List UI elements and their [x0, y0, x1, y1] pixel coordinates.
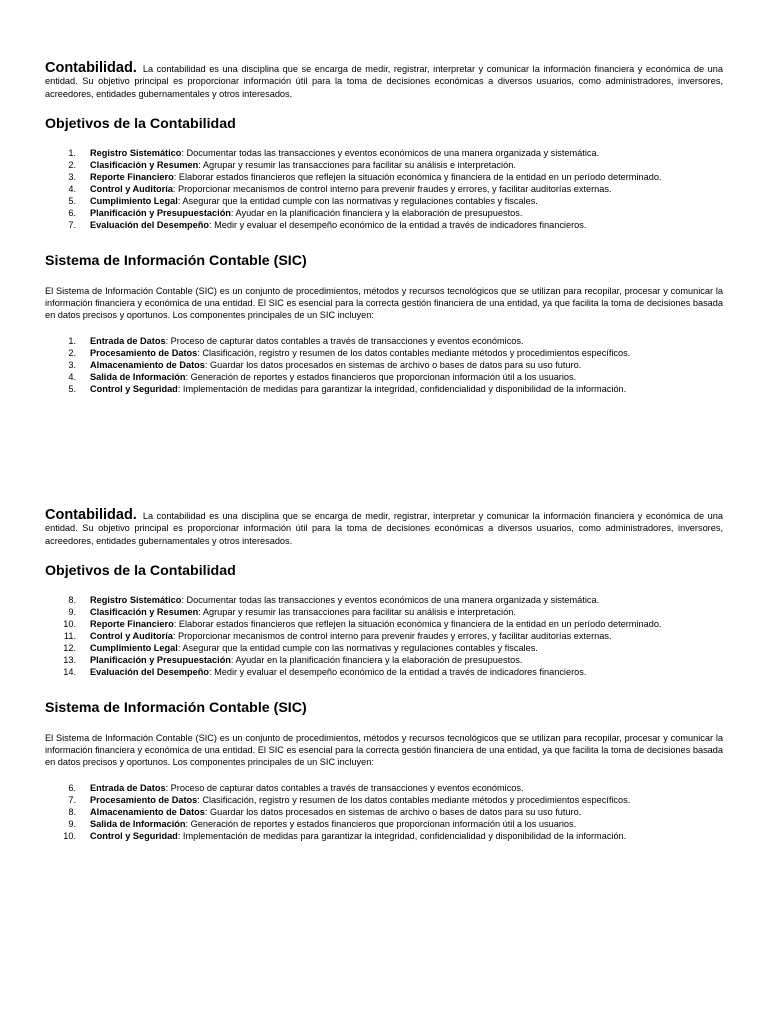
item-desc: : Elaborar estados financieros que reflejen la situación económica y financiera de la entidad en un período determinado. [173, 172, 662, 183]
list-item [45, 160, 723, 172]
item-term: Planificación y Presupuestación [90, 654, 231, 665]
item-term: Reporte Financiero [90, 172, 174, 183]
item-desc: : Asegurar que la entidad cumple con las normativas y regulaciones contables y fiscales. [177, 195, 538, 206]
item-desc: : Proceso de capturar datos contables a través de transacciones y eventos económicos. [165, 336, 524, 347]
item-desc: : Guardar los datos procesados en sistemas de archivo o bases de datos para su uso futuro. [204, 806, 582, 817]
item-desc: : Ayudar en la planificación financiera y la elaboración de presupuestos. [230, 654, 523, 665]
item-term: Evaluación del Desempeño [90, 219, 209, 230]
list-item [45, 384, 723, 396]
item-number: 10. [63, 619, 76, 630]
item-term: Clasificación y Resumen [90, 160, 199, 171]
item-number: 3. [68, 359, 76, 370]
item-number: 7. [68, 795, 76, 806]
item-number: 12. [63, 642, 76, 653]
intro-paragraph [45, 509, 723, 547]
item-number: 5. [68, 195, 76, 206]
list-item [45, 372, 723, 384]
item-term: Evaluación del Desempeño [90, 666, 209, 677]
item-number: 6. [68, 783, 76, 794]
sic-components-list [45, 336, 723, 396]
objectives-heading: Objetivos de la Contabilidad [45, 116, 236, 133]
item-term: Cumplimiento Legal [90, 642, 178, 653]
item-number: 9. [68, 818, 76, 829]
list-item [45, 220, 723, 232]
item-term: Control y Auditoría [90, 630, 173, 641]
item-term: Planificación y Presupuestación [90, 207, 231, 218]
list-item [45, 643, 723, 655]
item-term: Salida de Información [90, 818, 186, 829]
item-number: 1. [68, 148, 76, 159]
item-term: Cumplimiento Legal [90, 195, 178, 206]
item-desc: : Documentar todas las transacciones y eventos económicos de una manera organizada y sistemática. [181, 148, 600, 159]
item-desc: : Clasificación, registro y resumen de los datos contables mediante métodos y procedimientos específicos. [197, 795, 631, 806]
item-number: 4. [68, 371, 76, 382]
content-block-1 [45, 62, 723, 396]
item-desc: : Proceso de capturar datos contables a través de transacciones y eventos económicos. [165, 783, 524, 794]
list-item [45, 795, 723, 807]
content-block-2 [45, 509, 723, 843]
objectives-list [45, 148, 723, 231]
item-desc: : Generación de reportes y estados financieros que proporcionan información útil a los usuarios. [185, 371, 577, 382]
item-number: 6. [68, 207, 76, 218]
item-number: 10. [63, 830, 76, 841]
intro-term: Contabilidad. [45, 507, 137, 523]
list-item [45, 196, 723, 208]
list-item [45, 667, 723, 679]
item-term: Procesamiento de Datos [90, 795, 198, 806]
item-term: Salida de Información [90, 371, 186, 382]
item-desc: : Asegurar que la entidad cumple con las normativas y regulaciones contables y fiscales. [177, 642, 538, 653]
list-item [45, 348, 723, 360]
item-desc: : Medir y evaluar el desempeño económico de la entidad a través de indicadores financieros. [208, 666, 587, 677]
item-number: 1. [68, 336, 76, 347]
list-item [45, 831, 723, 843]
list-item [45, 783, 723, 795]
item-number: 3. [68, 172, 76, 183]
list-item [45, 148, 723, 160]
item-term: Control y Seguridad [90, 383, 178, 394]
item-term: Entrada de Datos [90, 336, 166, 347]
item-number: 8. [68, 806, 76, 817]
item-term: Reporte Financiero [90, 619, 174, 630]
item-desc: : Proporcionar mecanismos de control interno para prevenir fraudes y errores, y facilitar auditorías externas. [172, 630, 612, 641]
item-number: 8. [68, 595, 76, 606]
list-item [45, 819, 723, 831]
item-desc: : Ayudar en la planificación financiera y la elaboración de presupuestos. [230, 207, 523, 218]
list-item [45, 184, 723, 196]
list-item [45, 208, 723, 220]
list-item [45, 607, 723, 619]
item-number: 4. [68, 183, 76, 194]
objectives-list [45, 595, 723, 678]
intro-text: La contabilidad es una disciplina que se encarga de medir, registrar, interpretar y comunicar la información financiera y económica de una entidad. Su objetivo principal es proporcionar información útil para la toma de decisiones económicas a diversos usuarios, como administradores, inversores, acreedores, entidades gubernamentales y otros interesados. [45, 64, 723, 99]
item-term: Control y Seguridad [90, 830, 178, 841]
item-desc: : Documentar todas las transacciones y eventos económicos de una manera organizada y sistemática. [181, 595, 600, 606]
item-term: Registro Sistemático [90, 148, 182, 159]
sic-paragraph: El Sistema de Información Contable (SIC) es un conjunto de procedimientos, métodos y recursos tecnológicos que se utilizan para recopilar, procesar y comunicar la información financiera y económica de una entidad. El SIC es esencial para la correcta gestión financiera de una entidad, ya que facilita la toma de decisiones basada en datos precisos y oportunos. Los componentes principales de un SIC incluyen: [45, 732, 723, 767]
list-item [45, 360, 723, 372]
item-desc: : Agrupar y resumir las transacciones para facilitar su análisis e interpretación. [198, 607, 516, 618]
item-term: Entrada de Datos [90, 783, 166, 794]
list-item [45, 595, 723, 607]
list-item [45, 172, 723, 184]
item-term: Clasificación y Resumen [90, 607, 199, 618]
item-number: 2. [68, 160, 76, 171]
item-number: 7. [68, 219, 76, 230]
sic-components-list [45, 783, 723, 843]
item-number: 5. [68, 383, 76, 394]
item-term: Almacenamiento de Datos [90, 806, 205, 817]
list-item [45, 807, 723, 819]
item-desc: : Implementación de medidas para garantizar la integridad, confidencialidad y disponibilidad de la información. [177, 383, 627, 394]
list-item [45, 655, 723, 667]
item-desc: : Guardar los datos procesados en sistemas de archivo o bases de datos para su uso futuro. [204, 359, 582, 370]
item-number: 14. [63, 666, 76, 677]
item-desc: : Proporcionar mecanismos de control interno para prevenir fraudes y errores, y facilitar auditorías externas. [172, 183, 612, 194]
item-term: Procesamiento de Datos [90, 348, 198, 359]
item-number: 11. [63, 630, 76, 641]
intro-text: La contabilidad es una disciplina que se encarga de medir, registrar, interpretar y comunicar la información financiera y económica de una entidad. Su objetivo principal es proporcionar información útil para la toma de decisiones económicas a diversos usuarios, como administradores, inversores, acreedores, entidades gubernamentales y otros interesados. [45, 511, 723, 546]
sic-heading: Sistema de Información Contable (SIC) [45, 252, 307, 269]
item-number: 9. [68, 607, 76, 618]
sic-paragraph: El Sistema de Información Contable (SIC) es un conjunto de procedimientos, métodos y recursos tecnológicos que se utilizan para recopilar, procesar y comunicar la información financiera y económica de una entidad. El SIC es esencial para la correcta gestión financiera de una entidad, ya que facilita la toma de decisiones basada en datos precisos y oportunos. Los componentes principales de un SIC incluyen: [45, 285, 723, 320]
item-term: Control y Auditoría [90, 183, 173, 194]
item-desc: : Clasificación, registro y resumen de los datos contables mediante métodos y procedimientos específicos. [197, 348, 631, 359]
item-desc: : Medir y evaluar el desempeño económico de la entidad a través de indicadores financieros. [208, 219, 587, 230]
item-number: 2. [68, 348, 76, 359]
list-item [45, 336, 723, 348]
intro-paragraph [45, 62, 723, 100]
item-desc: : Generación de reportes y estados financieros que proporcionan información útil a los usuarios. [185, 818, 577, 829]
list-item [45, 631, 723, 643]
objectives-heading: Objetivos de la Contabilidad [45, 563, 236, 580]
item-number: 13. [63, 654, 76, 665]
item-term: Registro Sistemático [90, 595, 182, 606]
item-desc: : Implementación de medidas para garantizar la integridad, confidencialidad y disponibilidad de la información. [177, 830, 627, 841]
item-desc: : Elaborar estados financieros que reflejen la situación económica y financiera de la entidad en un período determinado. [173, 619, 662, 630]
sic-heading: Sistema de Información Contable (SIC) [45, 699, 307, 716]
intro-term: Contabilidad. [45, 60, 137, 76]
item-desc: : Agrupar y resumir las transacciones para facilitar su análisis e interpretación. [198, 160, 516, 171]
item-term: Almacenamiento de Datos [90, 359, 205, 370]
list-item [45, 619, 723, 631]
